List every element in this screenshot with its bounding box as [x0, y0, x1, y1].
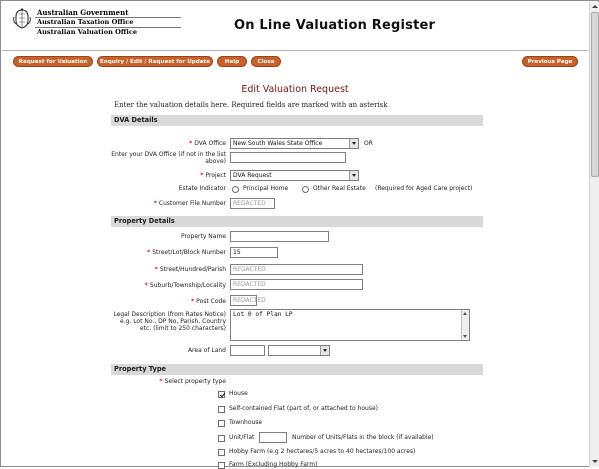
- estate-indicator-label: Estate Indicator: [178, 185, 226, 192]
- legal-description-textarea[interactable]: [230, 309, 470, 341]
- customer-file-number-input[interactable]: REDACTED: [230, 198, 275, 209]
- page-content: [2, 2, 588, 467]
- property-type-unit-label: Unit/Flat: [229, 434, 255, 441]
- street-label: * Street/Hundred/Parish: [154, 266, 226, 273]
- units-count-note: Number of Units/Flats in the block (if available): [292, 434, 434, 441]
- close-button[interactable]: Close: [251, 56, 281, 67]
- government-logo: [11, 8, 181, 44]
- textarea-scrollbar[interactable]: [461, 310, 469, 340]
- property-type-hobby-farm-label: Hobby Farm (e.g 2 hectares/5 acres to 40 hectares/100 acres): [229, 448, 416, 455]
- app-title: On Line Valuation Register: [234, 18, 436, 33]
- chevron-down-icon: [463, 335, 467, 338]
- property-type-townhouse-checkbox[interactable]: [218, 420, 225, 427]
- project-label: * Project: [200, 172, 226, 179]
- logo-line-government: Australian Government: [35, 8, 181, 18]
- street-number-input[interactable]: 15: [230, 247, 278, 258]
- property-type-townhouse-label: Townhouse: [229, 419, 263, 426]
- property-type-house-checkbox[interactable]: [218, 391, 225, 398]
- property-name-input[interactable]: [230, 231, 329, 242]
- units-count-input[interactable]: [259, 432, 287, 443]
- legal-description-label: Legal Description (from Rates Notice) e.g. Lot No., DP No, Parish, Country etc. (limit to 250 characters): [113, 311, 226, 332]
- chevron-down-icon: [349, 171, 358, 180]
- enter-dva-office-label: Enter your DVA Office (if not in the list above): [111, 151, 226, 165]
- chevron-down-icon: [320, 346, 329, 355]
- property-type-flat-checkbox[interactable]: [218, 406, 225, 413]
- logo-text: [35, 8, 181, 37]
- property-type-hobby-farm-checkbox[interactable]: [218, 449, 225, 456]
- street-input[interactable]: REDACTED: [230, 264, 363, 275]
- estate-other-real-estate-radio[interactable]: [302, 186, 309, 193]
- customer-file-number-label: * Customer File Number: [153, 200, 226, 207]
- property-type-farm-label: Farm (Excluding Hobby Farm): [229, 461, 318, 468]
- enquiry-edit-update-button[interactable]: Enquiry / Edit / Request for Update: [97, 56, 213, 67]
- coat-of-arms-icon: [11, 8, 33, 30]
- request-for-valuation-button[interactable]: Request for Valuation: [13, 56, 93, 67]
- area-unit-select[interactable]: [268, 345, 330, 356]
- property-type-unit-checkbox[interactable]: [218, 435, 225, 442]
- toolbar: [2, 56, 588, 68]
- help-button[interactable]: Help: [217, 56, 247, 67]
- suburb-label: * Suburb/Township/Locality: [144, 282, 226, 289]
- dva-office-select[interactable]: New South Wales State Office: [230, 138, 359, 149]
- previous-page-button[interactable]: Previous Page: [522, 56, 578, 67]
- logo-line-tax-office: Australian Taxation Office: [35, 18, 181, 28]
- section-dva-details: DVA Details: [111, 115, 483, 126]
- scrollbar-thumb[interactable]: [591, 12, 599, 177]
- select-property-type-label: * Select property type: [159, 378, 226, 385]
- or-text: OR: [364, 140, 373, 147]
- estate-principal-home-radio[interactable]: [232, 186, 239, 193]
- section-property-type: Property Type: [111, 364, 483, 375]
- project-select[interactable]: DVA Request: [230, 170, 359, 181]
- scroll-down-icon[interactable]: [591, 458, 599, 466]
- section-property-details: Property Details: [111, 216, 483, 227]
- enter-dva-office-input[interactable]: [230, 152, 346, 163]
- legal-description-value: Lot 0 of Plan LP: [233, 311, 293, 318]
- page-scrollbar[interactable]: [589, 2, 599, 467]
- property-name-label: Property Name: [181, 233, 226, 240]
- property-type-farm-checkbox[interactable]: [218, 462, 225, 469]
- intro-text: Enter the valuation details here. Required fields are marked with an asterisk: [114, 101, 388, 109]
- property-type-flat-label: Self-contained Flat (part of, or attached to house): [229, 405, 378, 412]
- chevron-up-icon: [463, 312, 467, 315]
- area-of-land-input[interactable]: [230, 345, 265, 356]
- area-of-land-label: Area of Land: [187, 347, 226, 354]
- estate-principal-home-label: Principal Home: [243, 185, 289, 192]
- postcode-input[interactable]: REDACTED: [230, 295, 257, 306]
- suburb-input[interactable]: REDACTED: [230, 279, 363, 290]
- logo-line-valuation-office: Australian Valuation Office: [37, 28, 138, 36]
- scroll-up-icon[interactable]: [591, 3, 599, 11]
- dva-office-label: * DVA Office: [189, 140, 226, 147]
- chevron-down-icon: [349, 139, 358, 148]
- estate-other-real-estate-label: Other Real Estate: [313, 185, 366, 192]
- page-title: Edit Valuation Request: [241, 84, 349, 95]
- street-number-label: * Street/Lot/Block Number: [146, 249, 226, 256]
- page-header: [2, 2, 588, 47]
- property-type-house-label: House: [229, 390, 248, 397]
- header-divider: [2, 50, 588, 51]
- estate-note: (Required for Aged Care project): [375, 185, 473, 192]
- postcode-label: * Post Code: [190, 298, 226, 305]
